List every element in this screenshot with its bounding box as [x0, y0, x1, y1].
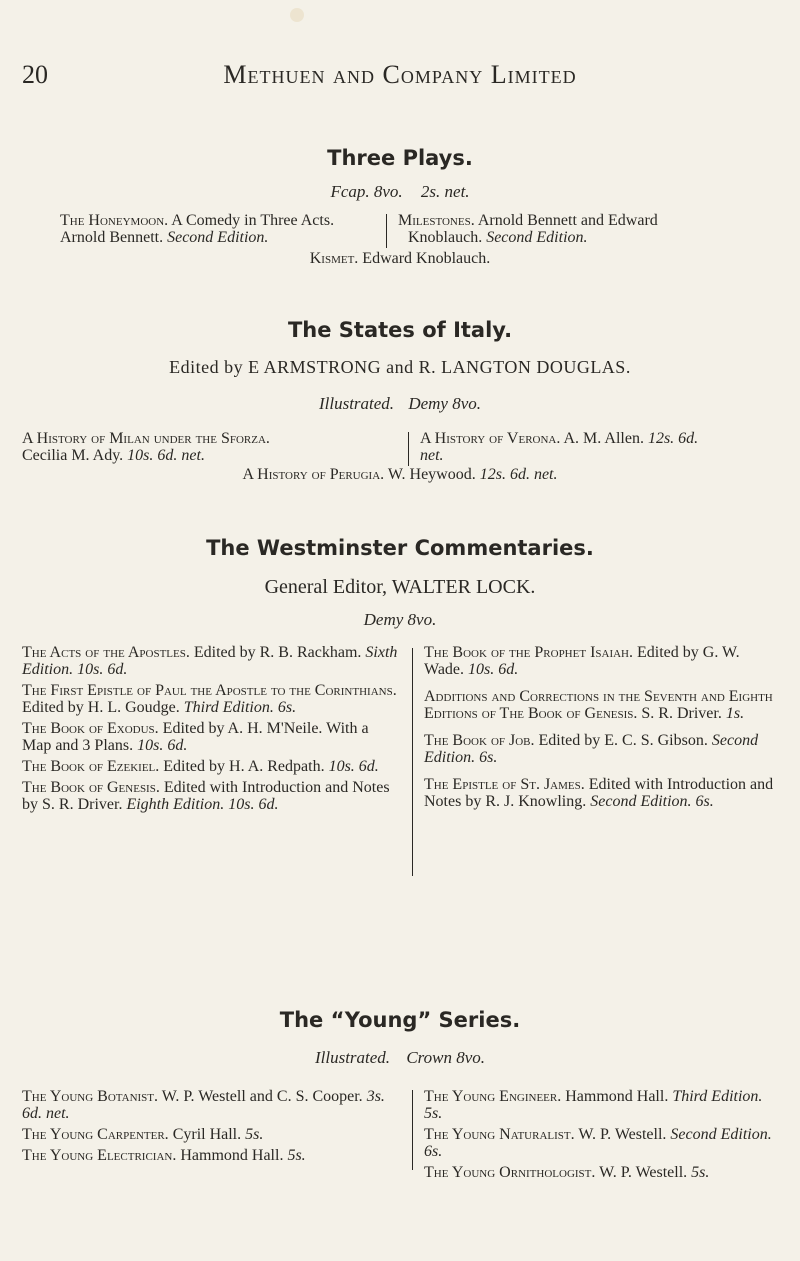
entry-author: W. Heywood. [387, 466, 476, 483]
entry-title: The Young Electrician. [22, 1147, 177, 1164]
states-format [0, 394, 800, 414]
entry-price: 3s. 6d. net. [22, 1088, 385, 1122]
entry-title: A History of Verona. [420, 430, 561, 447]
entry-title: The First Epistle of Paul the Apostle to the Corinthians. [22, 682, 397, 699]
entry-price: 10s. 6d. [77, 661, 128, 678]
entry-author: Cecilia M. Ady. [22, 447, 124, 464]
list-item [0, 250, 800, 268]
format-label: Fcap. 8vo. [330, 182, 403, 201]
paper-stain [290, 8, 304, 22]
entry-title: The Young Naturalist. [424, 1126, 575, 1143]
format-demy: Demy 8vo. [408, 394, 482, 413]
entry-price: 6s. [479, 749, 498, 766]
entry-edition: Second Edition. [590, 793, 692, 810]
list-item [22, 644, 400, 678]
young-series-format [0, 1048, 800, 1068]
three-plays-format [0, 182, 800, 202]
entry-price: 10s. 6d. [228, 796, 279, 813]
list-item [424, 732, 778, 766]
list-item [424, 1126, 778, 1160]
running-title: Methuen and Company Limited [223, 60, 577, 89]
entry-price: 12s. 6d. [647, 430, 699, 447]
entry-text: W. P. Westell. [578, 1126, 667, 1143]
running-head [0, 60, 800, 100]
entry-title: The Acts of the Apostles. [22, 644, 190, 661]
entry-title: The Young Botanist. [22, 1088, 159, 1105]
entry-desc: Arnold Bennett and Edward [477, 212, 658, 229]
entry-desc: A Comedy in Three Acts. [171, 212, 335, 229]
entry-text: Edited by E. C. S. Gibson. [538, 732, 708, 749]
list-item [424, 1088, 778, 1122]
entry-edition: Second Edition. [670, 1126, 772, 1143]
young-right-col [424, 1088, 778, 1185]
states-of-italy-heading: The States of Italy. [287, 318, 513, 342]
page-number: 20 [22, 60, 48, 89]
three-plays-right-col [398, 212, 768, 246]
entry-title: The Young Ornithologist. [424, 1164, 596, 1181]
entry-price: 6s. [424, 1143, 443, 1160]
entry-title: Additions and Corrections in the Seventh and Eighth Editions of The Book of Genesis. [424, 688, 773, 722]
entry-title: The Honeymoon. [60, 212, 169, 229]
entry-author: Arnold Bennett. [60, 229, 164, 246]
entry-author: A. M. Allen. [563, 430, 644, 447]
entry-text: Edited with Introduction and Notes by S. R. Driver. [22, 779, 390, 813]
entry-price: 1s. [725, 705, 745, 722]
format-label: Illustrated. [314, 1048, 391, 1067]
list-item [22, 682, 400, 716]
entry-price: 5s. [287, 1147, 306, 1164]
westminster-format: Demy 8vo. [363, 610, 437, 629]
entry-text: Edited by A. H. M'Neile. With a Map and 3 Plans. [22, 720, 369, 754]
entry-price-net: net. [420, 447, 444, 464]
list-item [22, 758, 400, 775]
list-item [424, 1164, 778, 1181]
entry-text: Edited by H. L. Goudge. [22, 699, 180, 716]
list-item [22, 430, 402, 464]
list-item [22, 1088, 400, 1122]
entry-text: Hammond Hall. [180, 1147, 284, 1164]
entry-author: Knoblauch. [408, 229, 483, 246]
list-item [0, 466, 800, 484]
entry-edition: Second Edition. [486, 229, 588, 246]
entry-title: The Book of Job. [424, 732, 535, 749]
entry-price: 10s. 6d. [468, 661, 519, 678]
entry-price: 5s. [424, 1105, 443, 1122]
entry-title: The Book of Ezekiel. [22, 758, 160, 775]
entry-title: The Young Engineer. [424, 1088, 562, 1105]
list-item [22, 779, 400, 813]
list-item [22, 1147, 400, 1164]
entry-price: 10s. 6d. [137, 737, 188, 754]
young-series-heading: The “Young” Series. [279, 1008, 521, 1032]
entry-text: Edited by H. A. Redpath. [163, 758, 325, 775]
entry-author: Edward Knoblauch. [362, 250, 491, 267]
entry-title: The Book of Exodus. [22, 720, 159, 737]
list-item [424, 688, 778, 722]
entry-price: 5s. [691, 1164, 710, 1181]
entry-title: The Book of Genesis. [22, 779, 160, 796]
westminster-editor: General Editor, WALTER LOCK. [264, 576, 536, 598]
price: 2s. net. [420, 182, 470, 201]
entry-price: 6s. [277, 699, 297, 716]
entry-text: W. P. Westell. [599, 1164, 688, 1181]
three-plays-left-col [60, 212, 390, 246]
entry-price: 10s. 6d. net. [127, 447, 205, 464]
westminster-left-col [22, 644, 400, 817]
entry-price: 5s. [245, 1126, 264, 1143]
list-item [60, 212, 390, 246]
column-divider [412, 648, 413, 876]
format-crown: Crown 8vo. [406, 1048, 486, 1067]
list-item [22, 720, 400, 754]
entry-edition: Second Edition. [424, 732, 759, 766]
entry-price: 6s. [695, 793, 714, 810]
column-divider [412, 1090, 413, 1170]
westminster-right-col [424, 644, 778, 814]
entry-title: A History of Milan under the Sforza. [22, 430, 270, 447]
entry-edition: Third Edition. [183, 699, 274, 716]
entry-title: The Epistle of St. James. [424, 776, 585, 793]
entry-text: Edited by R. B. Rackham. [193, 644, 362, 661]
entry-text: W. P. Westell and C. S. Cooper. [161, 1088, 363, 1105]
entry-title: The Young Carpenter. [22, 1126, 169, 1143]
entry-edition: Sixth Edition. [22, 644, 398, 678]
three-plays-heading: Three Plays. [327, 146, 473, 170]
column-divider [386, 214, 387, 248]
entry-title: Kismet. [309, 250, 359, 267]
states-left-col [22, 430, 402, 464]
list-item [424, 776, 778, 810]
list-item [424, 644, 778, 678]
format-label: Illustrated. [318, 394, 395, 413]
entry-text: Edited with Introduction and Notes by R. J. Knowling. [424, 776, 774, 810]
entry-title: Milestones. [398, 212, 475, 229]
entry-price: 12s. 6d. net. [479, 466, 558, 483]
states-right-col [420, 430, 770, 464]
entry-edition: Eighth Edition. [126, 796, 225, 813]
entry-edition: Second Edition. [167, 229, 269, 246]
westminster-heading: The Westminster Commentaries. [206, 536, 594, 560]
entry-text: Cyril Hall. [172, 1126, 242, 1143]
column-divider [408, 432, 409, 466]
entry-edition: Third Edition. [672, 1088, 763, 1105]
young-left-col [22, 1088, 400, 1168]
list-item [22, 1126, 400, 1143]
entry-text: Edited by G. W. Wade. [424, 644, 740, 678]
entry-text: S. R. Driver. [641, 705, 722, 722]
entry-title: The Book of the Prophet Isaiah. [424, 644, 634, 661]
list-item [398, 212, 768, 246]
entry-title: A History of Perugia. [242, 466, 385, 483]
entry-price: 10s. 6d. [328, 758, 379, 775]
states-editors: Edited by E ARMSTRONG and R. LANGTON DOUGLAS. [169, 357, 631, 377]
list-item [420, 430, 770, 464]
entry-text: Hammond Hall. [565, 1088, 669, 1105]
